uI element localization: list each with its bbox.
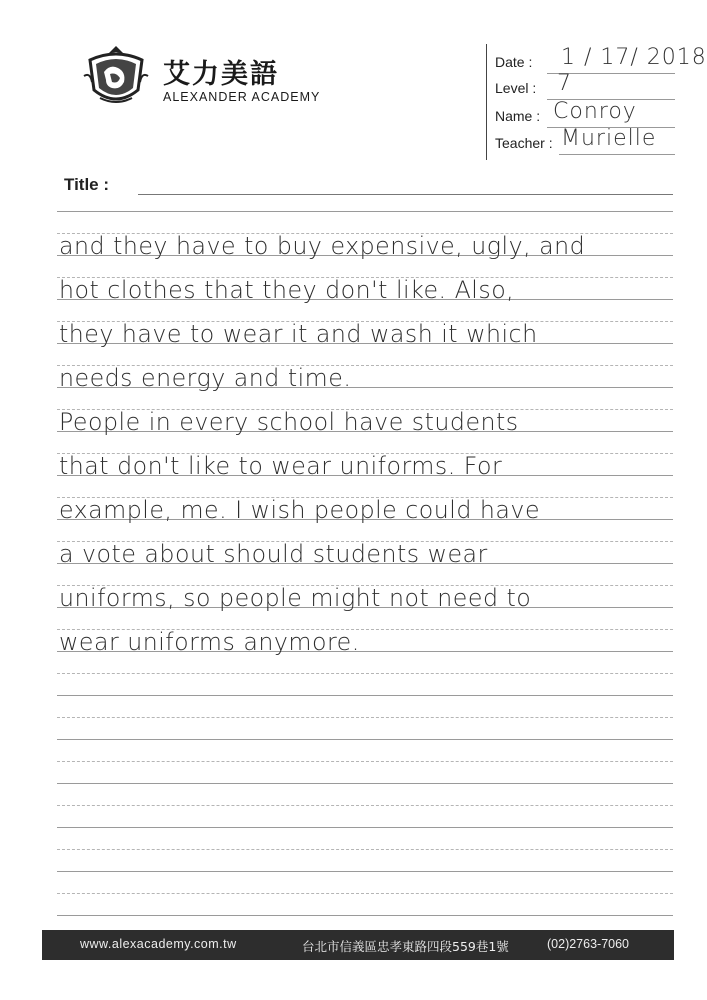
ruled-line — [57, 849, 673, 850]
essay-line: needs energy and time. — [59, 364, 352, 392]
essay-line: a vote about should students wear — [59, 540, 488, 568]
essay-line: they have to wear it and wash it which — [59, 320, 538, 348]
name-row — [495, 99, 675, 127]
title-label: Title : — [64, 175, 110, 194]
name-label: Name : — [495, 108, 541, 124]
essay-line: hot clothes that they don't like. Also, — [59, 276, 515, 304]
date-value: 1 / 17/ 2018 — [561, 45, 707, 70]
essay-line: that don't like to wear uniforms. For — [59, 452, 503, 480]
brand-name-english: ALEXANDER ACADEMY — [163, 90, 321, 104]
ruled-line — [57, 695, 673, 696]
date-row — [495, 45, 707, 73]
level-row — [495, 71, 675, 99]
ruled-line — [57, 761, 673, 762]
level-value: 7 — [557, 71, 572, 96]
footer-address: 台北市信義區忠孝東路四段559巷1號 — [302, 939, 509, 954]
name-value: Conroy — [553, 99, 637, 124]
ruled-line — [57, 915, 673, 916]
essay-line: wear uniforms anymore. — [59, 628, 360, 656]
teacher-value: Murielle — [561, 126, 657, 151]
ruled-line — [57, 783, 673, 784]
footer-bar — [42, 930, 674, 960]
essay-line: People in every school have students — [59, 408, 519, 436]
footer-phone: (02)2763-7060 — [547, 937, 630, 951]
teacher-underline — [559, 154, 675, 155]
essay-line: example, me. I wish people could have — [59, 496, 541, 524]
date-label: Date : — [495, 54, 533, 70]
ruled-line — [57, 827, 673, 828]
ruled-line — [57, 717, 673, 718]
ruled-line — [57, 673, 673, 674]
student-info-block — [486, 44, 707, 160]
level-label: Level : — [495, 80, 537, 96]
ruled-line — [57, 871, 673, 872]
brand-name-chinese: 艾力美語 — [163, 59, 279, 90]
ruled-line — [57, 893, 673, 894]
essay-line: and they have to buy expensive, ugly, and — [59, 232, 586, 260]
ruled-line — [57, 211, 673, 212]
lion-crest-icon — [80, 42, 152, 110]
title-underline — [138, 194, 673, 195]
essay-line: uniforms, so people might not need to — [59, 584, 532, 612]
teacher-row — [495, 126, 675, 154]
ruled-line — [57, 739, 673, 740]
footer-website: www.alexacademy.com.tw — [80, 937, 237, 951]
teacher-label: Teacher : — [495, 135, 553, 151]
ruled-line — [57, 805, 673, 806]
